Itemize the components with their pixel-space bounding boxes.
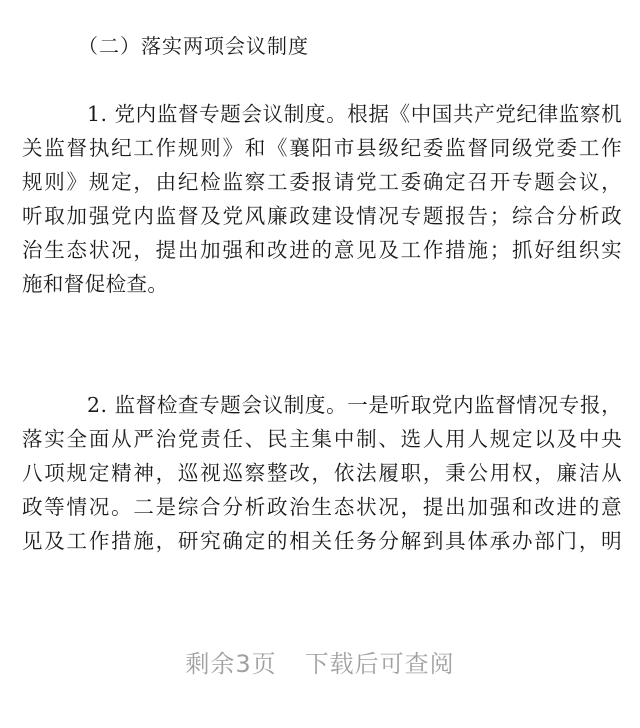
paragraph-line: 治生态状况，提出加强和改进的意见及工作措施；抓好组织实 [22, 238, 622, 262]
download-prompt-label: 下载后可查阅 [304, 650, 455, 678]
paragraph-line: 规则》规定，由纪检监察工委报请党工委确定召开专题会议， [22, 170, 622, 194]
paragraph-line: 见及工作措施，研究确定的相关任务分解到具体承办部门，明 [22, 529, 622, 553]
paragraph-line: 落实全面从严治党责任、民主集中制、选人用人规定以及中央 [22, 427, 622, 451]
paragraph-line: 八项规定精神，巡视巡察整改，依法履职，秉公用权，廉洁从 [22, 461, 622, 485]
section-heading: （二）落实两项会议制度 [78, 34, 309, 58]
paragraph-line: 政等情况。二是综合分析政治生态状况，提出加强和改进的意 [22, 495, 622, 519]
paragraph-meeting-system [22, 97, 622, 301]
paragraph-inspection-system [22, 388, 622, 558]
paragraph-line: 施和督促检查。 [22, 272, 169, 296]
paragraph-line: 听取加强党内监督及党风廉政建设情况专题报告；综合分析政 [22, 204, 622, 228]
download-to-read-more-link[interactable] [0, 642, 640, 686]
remaining-pages-label: 剩余3页 [185, 650, 277, 678]
paragraph-line: 2. 监督检查专题会议制度。一是听取党内监督情况专报， [87, 393, 622, 417]
paragraph-line: 1. 党内监督专题会议制度。根据《中国共产党纪律监察机 [87, 102, 622, 126]
paragraph-line: 关监督执纪工作规则》和《襄阳市县级纪委监督同级党委工作 [22, 136, 622, 160]
